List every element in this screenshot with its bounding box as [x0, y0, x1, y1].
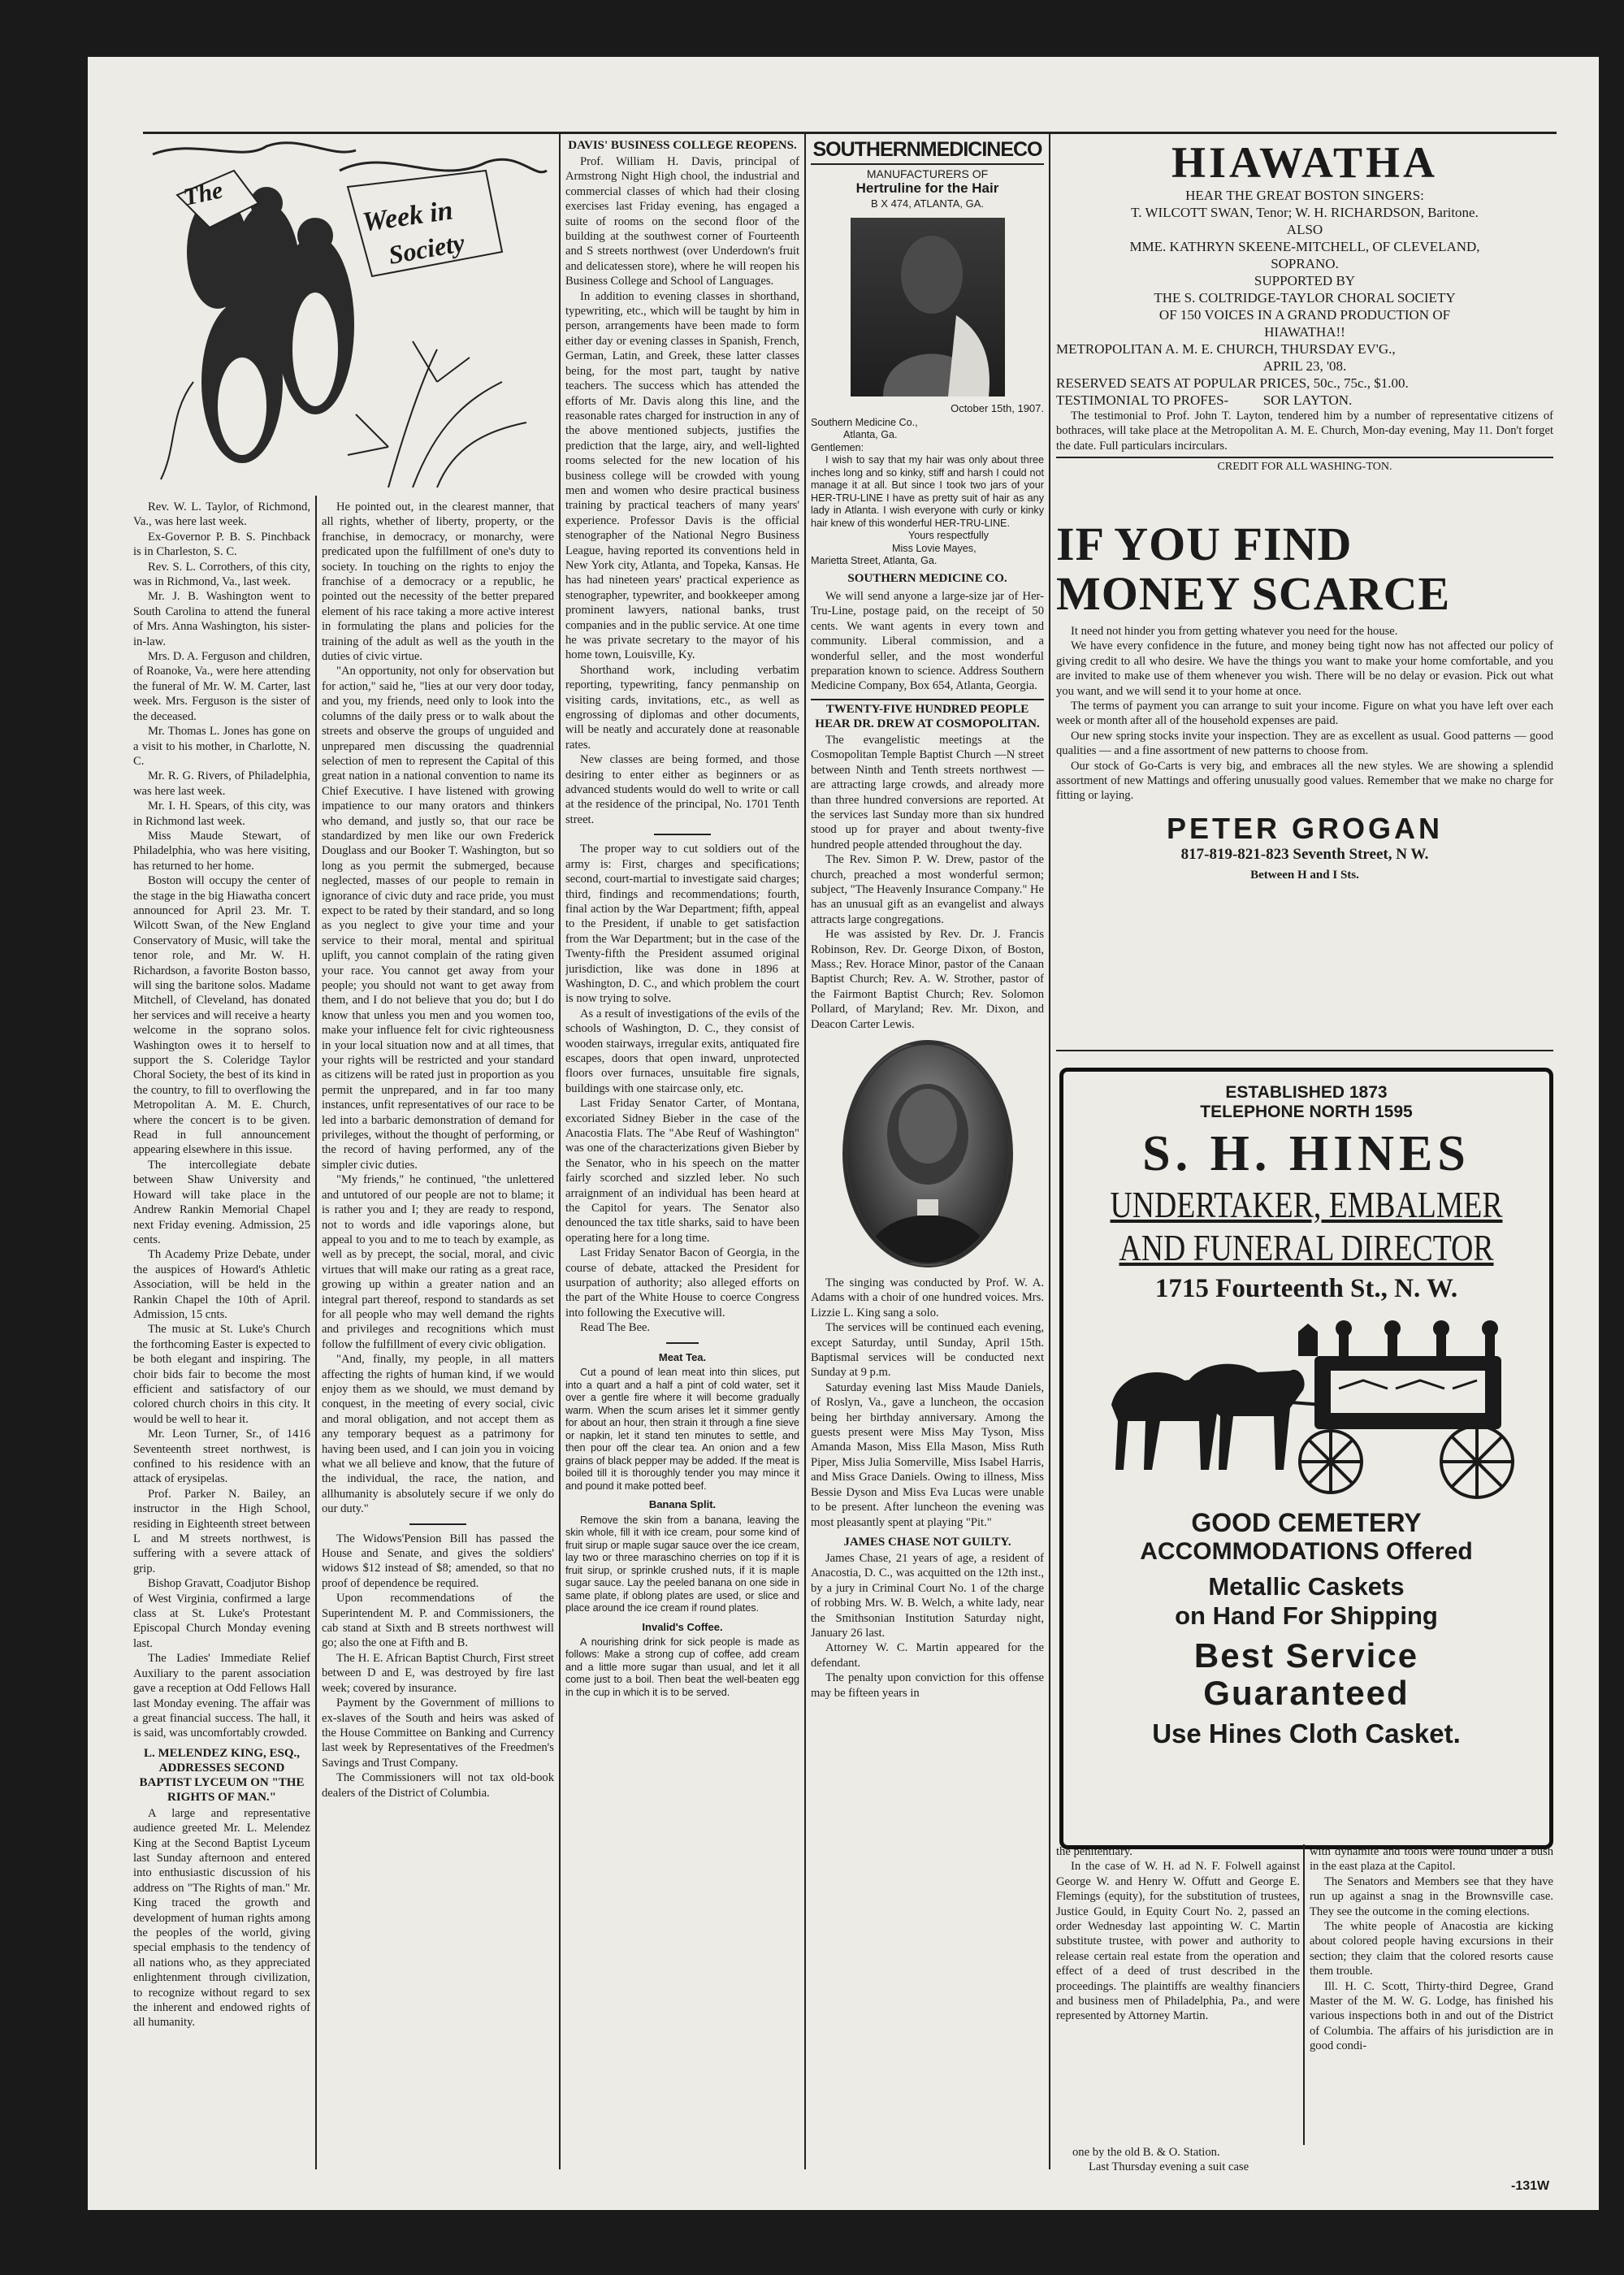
ad-brand: SOUTHERNMEDICINECO [811, 138, 1044, 165]
hines-good: GOOD CEMETERY [1191, 1508, 1422, 1537]
recipe-title: Meat Tea. [658, 1350, 707, 1363]
society-item: Prof. Parker N. Bailey, an instructor in the High School, residing in Eighteenth street between L and M streets northwest, is suffering with a severe attack of grip. [133, 1487, 310, 1575]
davis-heading: DAVIS' BUSINESS COLLEGE REOPENS. [568, 139, 797, 152]
hiawatha-line: OF 150 VOICES IN A GRAND PRODUCTION OF [1158, 307, 1451, 323]
corner-code: -131W [1511, 2179, 1550, 2193]
hines-use: Use Hines Cloth Casket. [1152, 1718, 1461, 1748]
letter-salutation: Southern Medicine Co., [811, 416, 918, 428]
news-item: As a result of investigations of the evils of the schools of Washington, D. C., they consist of wooden stairways, irregular exits, antiquated fire escapes, doors that open inward, unprotected floors over furnaces, unsuitable fire signals, buildings with one staircase only, etc. [565, 1007, 799, 1095]
equity-court-column [1056, 1844, 1300, 2145]
drew-figure [847, 1045, 1008, 1263]
society-column [133, 500, 310, 2169]
recipe-title: Invalid's Coffee. [642, 1620, 723, 1633]
credit-line: CREDIT FOR ALL WASHING-TON. [1217, 461, 1392, 474]
news-item: The Commissioners will not tax old-book dealers of the District of Columbia. [322, 1771, 554, 1800]
hiawatha-line: T. WILCOTT SWAN, Tenor; W. H. RICHARDSON, Baritone. [1131, 205, 1479, 220]
hiawatha-line: SOPRANO. [1271, 256, 1339, 271]
society-item: Miss Maude Stewart, of Philadelphia, who was here visiting, has returned to her home. [133, 829, 310, 873]
hiawatha-line: SUPPORTED BY [1254, 273, 1356, 288]
hiawatha-line: TESTIMONIAL TO PROFES- SOR LAYTON. [1056, 392, 1353, 408]
column-rule [559, 134, 561, 2169]
article-paragraph: "My friends," he continued, "the unlettered and untutored of our people are not to blame; it is rather you and I; they are ready to respond, not to words and idle vaporings alone, but appeal to you and to me to teach by example, as well as by precept, the social, moral, and civic virtues that will make our rating as a great race, growing up within a greater nation and an integral part thereof, respond to standards as set for all people who may well demand the rights and privileges and recognitions which must follow the fulfillment of every civic obligation. [322, 1173, 554, 1351]
hines-caskets-1: Metallic Caskets [1208, 1572, 1405, 1601]
news-item: In the case of W. H. ad N. F. Folwell against George W. and Henry W. Offutt and George E. Flemings (equity), for the substitution of trustees, Justice Gould, in Equity Court No. 2, passed an order Wednesday last appointing W. C. Martin substitute trustee, with power and authority to release certain real estate from the operation and effect of a deed of trust described in the proceedings. The plaintiffs are wealthy financiers and business men of Philadelphia, Pa., and were represented by Attorney Martin. [1056, 1860, 1300, 2023]
society-illustration [145, 138, 551, 488]
society-item: Mr. Leon Turner, Sr., of 1416 Seventeenth street northwest, is confined to his residence with an attack of erysipelas. [133, 1428, 310, 1486]
bottom-line: one by the old B. & O. Station. [1072, 2146, 1220, 2159]
news-item: with dynamite and tools were found under a bush in the east plaza at the Capitol. [1310, 1845, 1553, 1874]
article-paragraph: James Chase, 21 years of age, a resident of Anacostia, D. C., was acquitted on the 12th inst., by a jury in Criminal Court No. 1 of the charge of robbing Mrs. W. B. Welch, a white lady, near the Smithsonian Institution Saturday night, January 26 last. [811, 1551, 1044, 1640]
hines-best-2: Guaranteed [1203, 1674, 1410, 1712]
hines-caskets-2: on Hand For Shipping [1175, 1601, 1438, 1630]
drew-heading: TWENTY-FIVE HUNDRED PEOPLE HEAR DR. DREW AT COSMOPOLITAN. [815, 702, 1040, 730]
hiawatha-line: MME. KATHRYN SKEENE-MITCHELL, OF CLEVELAND, [1129, 239, 1480, 254]
letter-closing: Yours respectfully [908, 530, 989, 542]
recipe-title: Banana Split. [648, 1498, 717, 1511]
hines-best-1: Best Service [1193, 1636, 1419, 1675]
ad-separator-rule [1056, 1050, 1553, 1051]
article-paragraph: "An opportunity, not only for observation but for action," said he, "lies at our very door today, and you, my friends, need only to look into the columns of the daily press or to walk about the streets and observe the groups of unguided and unprepared men discussing the quadrennial selection of men to represent the Capital of this great nation in a national convention to name its Chief Executive. I have listened with growing impatience to our many orators and thinkers who demand, and justly so, that our race be standardized by men like our own Frederick Douglass and our Booker T. Washington, but so long as you permit the submerged, because neglected, masses of our people to remain in ignorance of civic duty and race pride, you must expect to be rated by their standard, and so long as you neglect to give your time and your service to their moral, mental and spiritual uplift, you cannot complain of the rating given your race. You cannot get away from your people; you should not want to get away from them, and I do not believe that you do; but I do know that unless you men and you women too, make your influence felt for civic righteousness in your local situation now and at all times, that your rights will be restricted and your standard as citizens will be rated just in proportion as you permit the unprepared, and in far too many instances, unfit representatives of our race to be led into a barbaric demonstration of demand for privileges, without the thought of performing, or the record of having performed, any of the simpler civic duties. [322, 665, 554, 1172]
society-item: Boston will occupy the center of the stage in the big Hiawatha concert announced for April 23. Mr. T. Wilcott Swan, of the New England Conservatory of Music, will take the tenor role, and Mr. W. H. Richardson, a favorite Boston basso, will sing the baritone solos. Madame Mitchell, of Cleveland, has donated her services and will receive a hearty welcome in the soprano solos. Washington owes it to herself to support the S. Coleridge Taylor Choral Society, the best of its kind in the country, to fill to overflowing the Metropolitan A. M. E. Church, where the concert is to be given. Read in full announcement appearing elsewhere in this issue. [133, 874, 310, 1157]
hearse-illustration [1095, 1307, 1518, 1502]
society-title-week: Week in [360, 195, 455, 238]
column-rule [1049, 134, 1050, 475]
section-divider [654, 834, 711, 835]
grogan-address: 817-819-821-823 Seventh Street, N W. [1180, 845, 1429, 863]
society-item: Mr. Thomas L. Jones has gone on a visit to his mother, in Charlotte, N. C. [133, 725, 310, 768]
southern-medicine-column [811, 138, 1044, 2169]
grogan-headline-2: MONEY SCARCE [1056, 567, 1451, 620]
section-divider [409, 1523, 466, 1525]
grogan-name: PETER GROGAN [1166, 811, 1444, 845]
letter-city: Atlanta, Ga. [843, 429, 898, 441]
ad-body: We will send anyone a large-size jar of Her-Tru-Line, postage paid, on the receipt of 50 cents. We want agents in every town and community. Liberal commission, and a wonderful seller, and the most wonderful preparation known to science. Address Southern Medicine Company, Box 654, Atlanta, Georgia. [811, 590, 1044, 693]
column-rule [804, 134, 806, 2169]
grogan-headline-1: IF YOU FIND [1056, 520, 1353, 570]
hines-accommodations: ACCOMMODATIONS Offered [1140, 1538, 1473, 1565]
hiawatha-line: HEAR THE GREAT BOSTON SINGERS: [1185, 188, 1424, 203]
hiawatha-line: RESERVED SEATS AT POPULAR PRICES, 50c., 75c., $1.00. [1056, 375, 1409, 391]
society-item: The intercollegiate debate between Shaw University and Howard will take place in the Andrew Rankin Memorial Chapel next Friday evening. Admission, 25 cents. [133, 1158, 310, 1246]
hines-name: S. H. HINES [1142, 1126, 1470, 1181]
davis-college-column [565, 138, 799, 2169]
hiawatha-body: The testimonial to Prof. John T. Layton, tendered him by a number of representative citizens of bothraces, will take place at the Metropolitan A. M. E. Church, Mon-day evening, May 11. Don't forget the date. Full particulars incirculars. [1056, 410, 1553, 453]
section-divider [1056, 457, 1553, 458]
drew-portrait [842, 1040, 1013, 1268]
news-item: The proper way to cut soldiers out of the army is: First, charges and specifications; second, court-martial to investigate said charges; third, findings and recommendations; fourth, final action by the War Department; fifth, appeal to the President, if unable to get satisfaction from the War Department; but in the case of the Twenty-fifth the President assumed original jurisdiction, like was done in 1896 at Washington, D. C., and which problem the court is now trying to solve. [565, 843, 799, 1006]
king-paragraph: A large and representative audience greeted Mr. L. Melendez King at the Second Baptist Lyceum last Sunday afternoon and entered into enthusiastic discussion of his address on "The Rights of man." Mr. King traced the growth and development of human rights among the peoples of the world, giving special emphasis to the tendency of all nations who, as they appreciated enlightenment through civilization, to recognize without regard to sex the inherent and endowed rights of all humanity. [133, 1806, 310, 2030]
section-divider [811, 699, 1044, 700]
article-paragraph: The singing was conducted by Prof. W. A. Adams with a choir of one hundred voices. Mrs. Lizzie L. King sang a solo. [811, 1276, 1044, 1320]
king-address-column [322, 500, 554, 2169]
grogan-between: Between H and I Sts. [1250, 868, 1359, 882]
hiawatha-line: APRIL 23, '08. [1262, 358, 1347, 374]
hiawatha-line: HIAWATHA!! [1264, 324, 1345, 340]
article-paragraph: Saturday evening last Miss Maude Daniels, of Roslyn, Va., gave a luncheon, the occasion being her birthday anniversary. Among the guests present were Miss May Tyson, Miss Amanda Mason, Miss Ella Mason, Miss Ruth Piper, Miss Julia Somerville, Miss Isabel Harris, and Miss Grace Daniels. Owing to illness, Miss Bessie Dyson and Miss Eva Lucas were unable to be present. After luncheon the evening was most pleasantly spent at playing "Pit." [811, 1380, 1044, 1529]
recipe-text: Remove the skin from a banana, leaving the skin whole, fill it with ice cream, pour some kind of fruit sirup or maple sugar sauce over the ice cream, lay two or three maraschino cherries on top if it is fruit sirup, or sprinkle crushed nuts, if it is maple sugar sauce. Lay the peeled banana on one side in same plate, if oblong plates are used, or slice and place around the ice cream if round plates. [565, 1514, 799, 1614]
bottom-continuation [1056, 2145, 1553, 2178]
society-item: Mrs. D. A. Ferguson and children, of Roanoke, Va., were here attending the funeral of Mr. W. M. Carter, last week. Mrs. Ferguson is the sister of the deceased. [133, 650, 310, 723]
hines-telephone: TELEPHONE NORTH 1595 [1200, 1103, 1413, 1121]
society-item: Rev. S. L. Corrothers, of this city, was in Richmond, Va., last week. [133, 560, 310, 589]
ad-company: SOUTHERN MEDICINE CO. [847, 571, 1007, 585]
recipe-text: A nourishing drink for sick people is made as follows: Make a strong cup of coffee, add cream and a little more sugar than usual, and let it all come just to a boil. Then beat the well-beaten egg in the cup in which it is to be served. [565, 1636, 799, 1698]
article-paragraph: The Rev. Simon P. W. Drew, pastor of the church, preached a most wonderful sermon; subject, "The Heavenly Insurance Company." He has an unusual gift as an evangelist and always attracts large congregations. [811, 853, 1044, 926]
bottom-line: Last Thursday evening a suit case [1089, 2160, 1249, 2174]
hiawatha-line: ALSO [1286, 222, 1323, 237]
news-item: The Widows'Pension Bill has passed the House and Senate, and gives the soldiers' widows $12 instead of $8; amended, so that no proof of dependence be required. [322, 1532, 554, 1590]
hines-advertisement [1059, 1068, 1553, 1849]
article-paragraph: The penalty upon conviction for this offense may be fifteen years in [811, 1671, 1044, 1700]
article-paragraph: "And, finally, my people, in all matters affecting the rights of human kind, if we would enjoy them as we should, we must demand by conquest, in the meeting of every social, civic and moral obligation, and not accept them as any temporary bequest as a patrimony for having been used, and I can join you in voicing what we all believe and know, that the future of the individual, the race, the nation, and allhumanity is absolutely secure if we only do our duty." [322, 1353, 554, 1516]
hines-established: ESTABLISHED 1873 [1225, 1083, 1388, 1102]
hines-address: 1715 Fourteenth St., N. W. [1154, 1274, 1458, 1303]
hiawatha-line: THE S. COLTRIDGE-TAYLOR CHORAL SOCIETY [1154, 290, 1456, 306]
news-item: The Senators and Members see that they have run up against a snag in the Brownsville case. They see the outcome in the coming elections. [1310, 1874, 1553, 1918]
article-paragraph: Shorthand work, including verbatim reporting, typewriting, fancy penmanship on visiting cards, invitations, etc., as well as engrossing of diplomas and other documents, will be neatly and accurately done at reasonable rates. [565, 663, 799, 752]
grogan-text: Our new spring stocks invite your inspection. They are as excellent as usual. Good patterns — good qualities — and a fine assortment of new patterns to choose from. [1056, 729, 1553, 758]
ad-address: B X 474, ATLANTA, GA. [871, 197, 984, 210]
grogan-text: Our stock of Go-Carts is very big, and embraces all the new styles. We are showing a splendid assortment of new Mattings and offering unusually good values. Remember that we make no charge for fitting or laying. [1056, 759, 1553, 803]
hiawatha-line: METROPOLITAN A. M. E. CHURCH, THURSDAY EV'G., [1056, 341, 1396, 357]
testimonial-portrait [851, 218, 1005, 396]
news-item: The H. E. African Baptist Church, First street between D and E, was destroyed by fire last week; covered by insurance. [322, 1651, 554, 1695]
article-paragraph: Attorney W. C. Martin appeared for the defendant. [811, 1641, 1044, 1670]
letter-body: I wish to say that my hair was only about three inches long and so kinky, stiff and harsh I could not manage it at all. But since I took two jars of your HER-TRU-LINE I have as pretty suit of hair as any lady in Atlanta. I wish everyone with curly or kinky hair knew of this wonderful HER-TRU-LINE. [811, 454, 1044, 529]
society-item: Rev. W. L. Taylor, of Richmond, Va., was here last week. [133, 500, 310, 529]
ad-date: October 15th, 1907. [951, 402, 1044, 415]
hiawatha-announcement [1056, 138, 1553, 561]
grogan-text: We have every confidence in the future, and money being tight now has not affected our policy of giving credit to all who desire. We have the things you want to make your home comfortable, and you are invited to make use of them whenever you wish. There will be no delay or evasion. Pick out what you want, and we will send it to your home at once. [1056, 639, 1553, 698]
article-paragraph: In addition to evening classes in shorthand, typewriting, etc., which will be taught by him in person, arrangements have been made to form either day or evening classes in Spanish, French, German, Latin, and Greek, these latter classes being, for the most part, taught by native teachers. The success which has attended the efforts of Mr. Davis along this line, and the reasonable rates charged for instruction in any of the above mentioned subjects, justifies the prediction that the large, airy, and well-lighted rooms selected for the new location of his business college will be crowded with young men and women who desire practical business training by practical teachers of many years' experience. Professor Davis is the official stenographer of the National Negro Business League, having reported its conventions held in New York city, Atlanta, and Topeka, Kansas. He has had nineteen years' practical experience as stenographer, typewriter, and bookkeeper among prominent lawyers, national banks, trust companies and in the public service. At one time he was private secretary to the mayor of his home town, Louisville, Ky. [565, 289, 799, 662]
news-item: Payment by the Government of millions to ex-slaves of the South and heirs was asked of the House Committee on Banking and Currency last week by Representatives of the Freedmen's Savings and Trust Company. [322, 1696, 554, 1770]
portrait-figure [851, 218, 1005, 396]
article-paragraph: New classes are being formed, and those desiring to enter either as beginners or as advanced students would do well to write or call at the residence of the principal, No. 1701 Tenth street. [565, 753, 799, 826]
society-item: Ex-Governor P. B. S. Pinchback is in Charleston, S. C. [133, 530, 310, 559]
letter-signature: Miss Lovie Mayes, [892, 542, 977, 554]
news-item: The white people of Anacostia are kicking about colored people having excursions in their section; they claim that the colored resorts cause them trouble. [1310, 1920, 1553, 1978]
news-item: Ill. H. C. Scott, Thirty-third Degree, Grand Master of the M. W. G. Lodge, has finished his various inspections both in and out of the District of Columbia. The affairs of his jurisdiction are in good condi- [1310, 1979, 1553, 2053]
newspaper-page [88, 57, 1599, 2210]
grogan-text: It need not hinder you from getting whatever you need for the house. [1071, 625, 1398, 638]
society-title-society: Society [386, 228, 467, 270]
news-item: Upon recommendations of the Superintendent M. P. and Commissioners, the cab stand at Sixth and B streets northwest will go; also the one at Fifth and B. [322, 1592, 554, 1650]
society-item: The Ladies' Immediate Relief Auxiliary to the parent association gave a reception at Odd Fellows Hall last Monday evening. The affair was a great financial success. The hall, it is said, was uncomfortably crowded. [133, 1652, 310, 1740]
article-paragraph: He was assisted by Rev. Dr. J. Francis Robinson, Rev. Dr. George Dixon, of Boston, Mass.; Rev. Horace Minor, pastor of the Canaan Baptist Church; Rev. A. W. Strother, pastor of the Fairmont Baptist Church; Rev. Solomon Pollard, of Maryland; Rev. Mr. Dixon, and Deacon Carter Lewis. [811, 928, 1044, 1031]
section-divider [666, 1342, 699, 1344]
society-item: The music at St. Luke's Church the forthcoming Easter is expected to be both elegant and inspiring. The choir bids fair to become the most efficient and satisfactory of our colored church choirs in this city. It would be well to hear it. [133, 1323, 310, 1426]
society-item: Mr. J. B. Washington went to South Carolina to attend the funeral of Mrs. Anna Washington, his sister-in-law. [133, 590, 310, 648]
ad-product: Hertruline for the Hair [855, 180, 999, 197]
ad-manufacturers: MANUFACTURERS OF [866, 167, 989, 180]
news-item: Last Friday Senator Carter, of Montana, excoriated Sidney Bieber in the case of the Anacostia Flats. The "Abe Reuf of Washington" was one of the characterizations given Bieber by the Senator, who in his speech on the matter fairly scorched and sizzled leber. No such arraignment of an individual has been heard at the Capitol for years. The Senator also denounced the tax title sharks, said to have been operating here for a long time. [565, 1097, 799, 1245]
column-rule [1303, 1844, 1305, 2145]
grogan-text: The terms of payment you can arrange to suit your income. Figure on what you have left over each week or month after all of the household expenses are paid. [1056, 700, 1553, 728]
capitol-news-column [1310, 1844, 1553, 2145]
hines-line2: AND FUNERAL DIRECTOR [1119, 1227, 1494, 1268]
society-item: Mr. R. G. Rivers, of Philadelphia, was here last week. [133, 769, 310, 798]
society-item: Mr. I. H. Spears, of this city, was in Richmond last week. [133, 800, 310, 828]
king-heading: L. MELENDEZ KING, ESQ., ADDRESSES SECOND BAPTIST LYCEUM ON "THE RIGHTS OF MAN." [139, 1746, 305, 1804]
article-paragraph: The evangelistic meetings at the Cosmopolitan Temple Baptist Church —N street between Ninth and Tenth streets northwest — are attracting large crowds, and already more than three hundred conversions are reported. At the services last Sunday more than six hundred stood up for prayer and about twenty-five hundred people attended throughout the day. [811, 733, 1044, 852]
society-item: Th Academy Prize Debate, under the auspices of Howard's Athletic Association, will be held in the Rankin Chapel the 10th of April. Admission, 15 cnts. [133, 1248, 310, 1321]
column-rule [1049, 475, 1050, 2169]
article-paragraph: Prof. William H. Davis, principal of Armstrong Night High chool, the industrial and commercial classes of which had their closing exercises last Friday evening, has engaged a suite of rooms on the second floor of the building at the southwest corner of Fourteenth and S streets northwest (over Underdown's fruit and delicatessen store), where he will reopen his Business College and School of Languages. [565, 155, 799, 288]
article-paragraph: He pointed out, in the clearest manner, that all rights, whether of liberty, property, or the franchise, in democracy, or monarchy, were predicated upon the fulfillment of one's duty to society. In touching on the rights to enjoy the franchise of a democracy or a republic, he pointed out the necessity of the better prepared element of his race taking a more active interest in formulating the plans and policies for the training of the adult as well as the youth in the duties of civic virtue. [322, 500, 554, 664]
news-item: Last Friday Senator Bacon of Georgia, in the course of debate, attacked the President for usurpation of authority; also alleged efforts on the part of the White House to coerce Congress into following the Executive will. [565, 1246, 799, 1320]
news-item: the penitentiary. [1056, 1845, 1132, 1858]
society-title-the: The [180, 176, 226, 211]
hiawatha-title: HIAWATHA [1171, 138, 1439, 187]
recipe-text: Cut a pound of lean meat into thin slices, put into a quart and a half a pint of cold water, set it over a gentle fire where it will become gradually warm. When the scum arises let it simmer gently for about an hour, then strain it through a fine sieve or napkin, let it stand ten minutes to settle, and then pour off the clear tea. An onion and a few grains of black pepper may be added. If the meat is boiled till it is thoroughly tender you may mince it and pound it make potted beef. [565, 1367, 799, 1492]
society-item: Bishop Gravatt, Coadjutor Bishop of West Virginia, confirmed a large class at St. Luke's Protestant Episcopal Church Monday evening last. [133, 1577, 310, 1650]
top-rule [143, 132, 1557, 134]
hines-line1: UNDERTAKER, EMBALMER [1110, 1184, 1503, 1225]
column-rule [315, 496, 317, 2169]
grogan-advertisement [1056, 520, 1553, 1040]
drew-portrait-frame [842, 1040, 1013, 1268]
article-paragraph: The services will be continued each evening, except Saturday, until Sunday, April 15th. Baptismal services will be conducted next Sunday at 9 p.m. [811, 1321, 1044, 1380]
letter-address: Marietta Street, Atlanta, Ga. [811, 555, 938, 567]
letter-greeting: Gentlemen: [811, 441, 864, 453]
chase-heading: JAMES CHASE NOT GUILTY. [843, 1535, 1011, 1549]
news-item: Read The Bee. [580, 1321, 651, 1335]
